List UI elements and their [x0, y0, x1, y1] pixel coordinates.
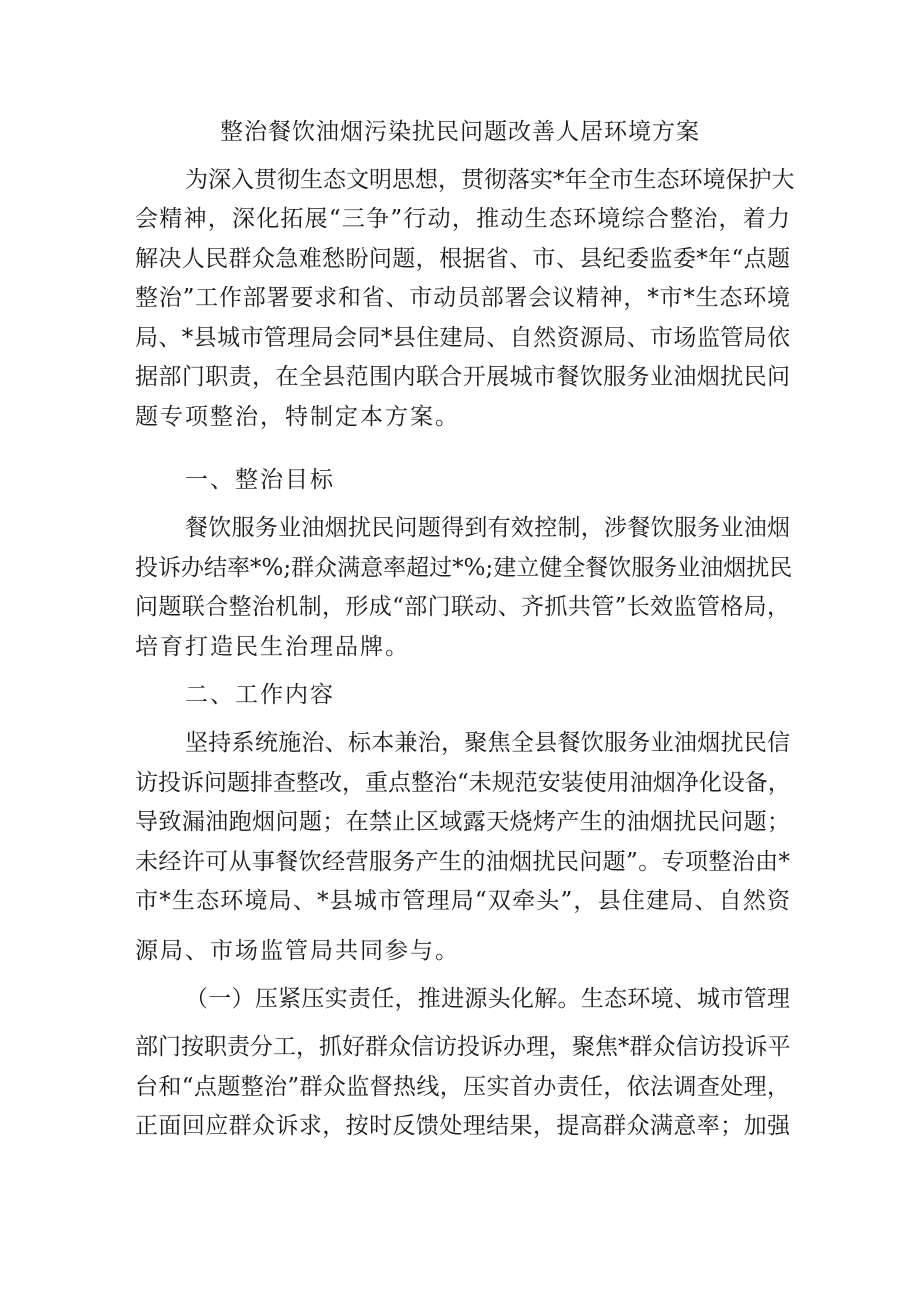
section-heading: 一、整治目标 [185, 467, 335, 493]
document-title: 整治餐饮油烟污染扰民问题改善人居环境方案 [220, 119, 700, 145]
paragraph-line: 为深入贯彻生态文明思想，贯彻落实*年全市生态环境保护大 [185, 167, 795, 193]
paragraph-line: 整治”工作部署要求和省、市动员部署会议精神，*市*生态环境 [135, 285, 790, 311]
paragraph-line: 未经许可从事餐饮经营服务产生的油烟扰民问题”。专项整治由* [135, 849, 790, 875]
paragraph-line: 会精神，深化拓展“三争”行动，推动生态环境综合整治，着力 [135, 206, 790, 232]
paragraph-line: 餐饮服务业油烟扰民问题得到有效控制，涉餐饮服务业油烟 [185, 515, 790, 541]
paragraph-line: 源局、市场监管局共同参与。 [135, 938, 460, 964]
paragraph-line: 导致漏油跑烟问题；在禁止区域露天烧烤产生的油烟扰民问题； [135, 809, 790, 835]
paragraph-line: 解决人民群众急难愁盼问题，根据省、市、县纪委监委*年“点题 [135, 246, 790, 272]
section-heading: 二、工作内容 [185, 682, 335, 708]
paragraph-line: 市*生态环境局、*县城市管理局“双牵头”，县住建局、自然资 [135, 888, 790, 914]
paragraph-line: 坚持系统施治、标本兼治，聚焦全县餐饮服务业油烟扰民信 [185, 730, 790, 756]
paragraph-line: 题专项整治，特制定本方案。 [135, 404, 460, 430]
paragraph-line: （一）压紧压实责任，推进源头化解。生态环境、城市管理 [185, 986, 790, 1012]
paragraph-line: 培育打造民生治理品牌。 [135, 634, 410, 660]
paragraph-line: 据部门职责，在全县范围内联合开展城市餐饮服务业油烟扰民问 [135, 364, 790, 390]
paragraph-line: 局、*县城市管理局会同*县住建局、自然资源局、市场监管局依 [135, 325, 790, 351]
paragraph-line: 问题联合整治机制，形成“部门联动、齐抓共管”长效监管格局， [135, 594, 790, 620]
paragraph-line: 正面回应群众诉求，按时反馈处理结果，提高群众满意率；加强 [135, 1113, 790, 1139]
paragraph-line: 台和“点题整治”群众监督热线，压实首办责任，依法调查处理， [135, 1074, 790, 1100]
paragraph-line: 投诉办结率*%;群众满意率超过*%;建立健全餐饮服务业油烟扰民 [135, 555, 793, 581]
paragraph-line: 访投诉问题排查整改，重点整治“未规范安装使用油烟净化设备， [135, 770, 791, 796]
paragraph-line: 部门按职责分工，抓好群众信访投诉办理，聚焦*群众信访投诉平 [135, 1034, 791, 1060]
